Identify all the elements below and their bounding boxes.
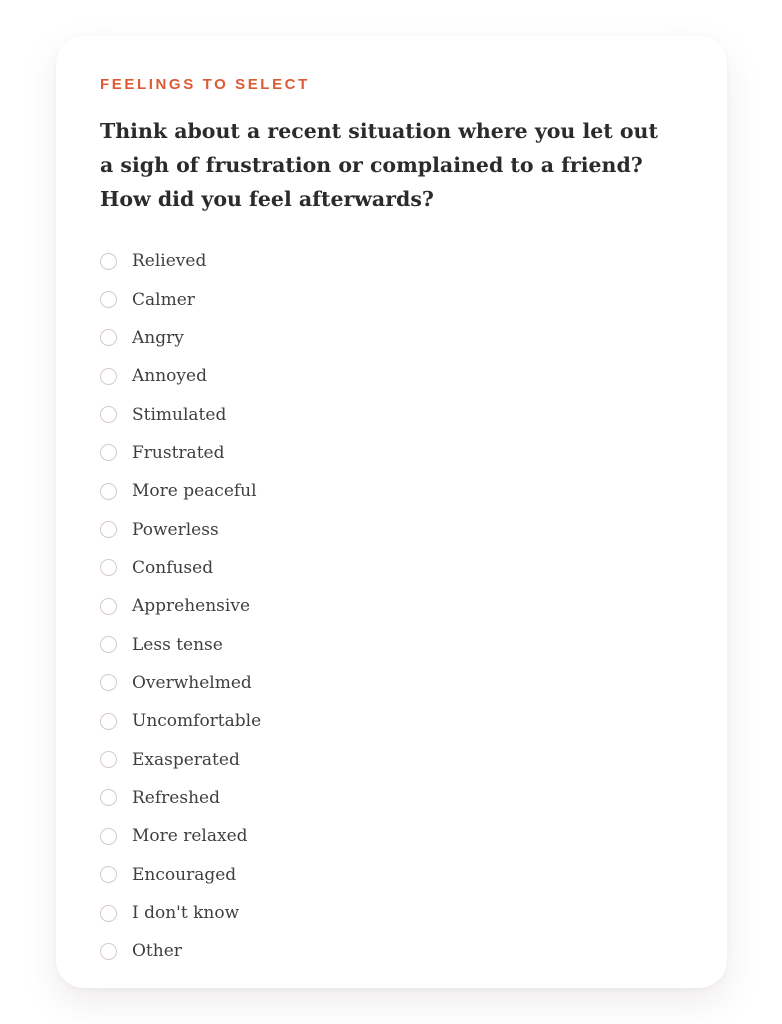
option-uncomfortable[interactable] — [100, 702, 683, 740]
question-card — [56, 36, 727, 988]
option-label: Refreshed — [132, 787, 220, 808]
radio-unselected-icon[interactable] — [100, 253, 117, 270]
option-label: Powerless — [132, 519, 219, 540]
option-powerless[interactable] — [100, 510, 683, 548]
radio-unselected-icon[interactable] — [100, 598, 117, 615]
question-text: Think about a recent situation where you let out a sigh of frustration or complained to a friend? How did you feel afterwards? — [100, 119, 658, 211]
option-less-tense[interactable] — [100, 625, 683, 663]
option-label: Less tense — [132, 634, 223, 655]
option-label: Apprehensive — [132, 596, 251, 617]
radio-unselected-icon[interactable] — [100, 905, 117, 922]
radio-unselected-icon[interactable] — [100, 713, 117, 730]
feelings-option-list — [100, 242, 683, 971]
option-label: Frustrated — [132, 442, 225, 463]
option-label: Relieved — [132, 251, 207, 272]
option-more-peaceful[interactable] — [100, 472, 683, 510]
radio-unselected-icon[interactable] — [100, 866, 117, 883]
radio-unselected-icon[interactable] — [100, 368, 117, 385]
option-label: Annoyed — [132, 366, 207, 387]
option-label: Angry — [132, 327, 184, 348]
option-label: Calmer — [132, 289, 195, 310]
radio-unselected-icon[interactable] — [100, 789, 117, 806]
radio-unselected-icon[interactable] — [100, 483, 117, 500]
option-label: Stimulated — [132, 404, 227, 425]
radio-unselected-icon[interactable] — [100, 521, 117, 538]
radio-unselected-icon[interactable] — [100, 291, 117, 308]
option-i-dont-know[interactable] — [100, 894, 683, 932]
radio-unselected-icon[interactable] — [100, 751, 117, 768]
option-other[interactable] — [100, 932, 683, 970]
option-calmer[interactable] — [100, 280, 683, 318]
option-annoyed[interactable] — [100, 357, 683, 395]
option-refreshed[interactable] — [100, 779, 683, 817]
radio-unselected-icon[interactable] — [100, 444, 117, 461]
radio-unselected-icon[interactable] — [100, 406, 117, 423]
option-label: Exasperated — [132, 749, 240, 770]
option-encouraged[interactable] — [100, 856, 683, 894]
option-label: Encouraged — [132, 864, 237, 885]
option-label: More relaxed — [132, 826, 248, 847]
option-overwhelmed[interactable] — [100, 664, 683, 702]
radio-unselected-icon[interactable] — [100, 329, 117, 346]
option-angry[interactable] — [100, 319, 683, 357]
option-label: I don't know — [132, 903, 240, 924]
radio-unselected-icon[interactable] — [100, 674, 117, 691]
radio-unselected-icon[interactable] — [100, 828, 117, 845]
radio-unselected-icon[interactable] — [100, 636, 117, 653]
option-label: Uncomfortable — [132, 711, 262, 732]
option-label: Other — [132, 941, 182, 962]
option-more-relaxed[interactable] — [100, 817, 683, 855]
section-eyebrow: FEELINGS TO SELECT — [100, 76, 310, 93]
option-confused[interactable] — [100, 549, 683, 587]
option-apprehensive[interactable] — [100, 587, 683, 625]
option-label: More peaceful — [132, 481, 257, 502]
radio-unselected-icon[interactable] — [100, 943, 117, 960]
option-label: Confused — [132, 557, 214, 578]
option-frustrated[interactable] — [100, 434, 683, 472]
option-exasperated[interactable] — [100, 740, 683, 778]
option-relieved[interactable] — [100, 242, 683, 280]
option-label: Overwhelmed — [132, 672, 252, 693]
option-stimulated[interactable] — [100, 395, 683, 433]
radio-unselected-icon[interactable] — [100, 559, 117, 576]
